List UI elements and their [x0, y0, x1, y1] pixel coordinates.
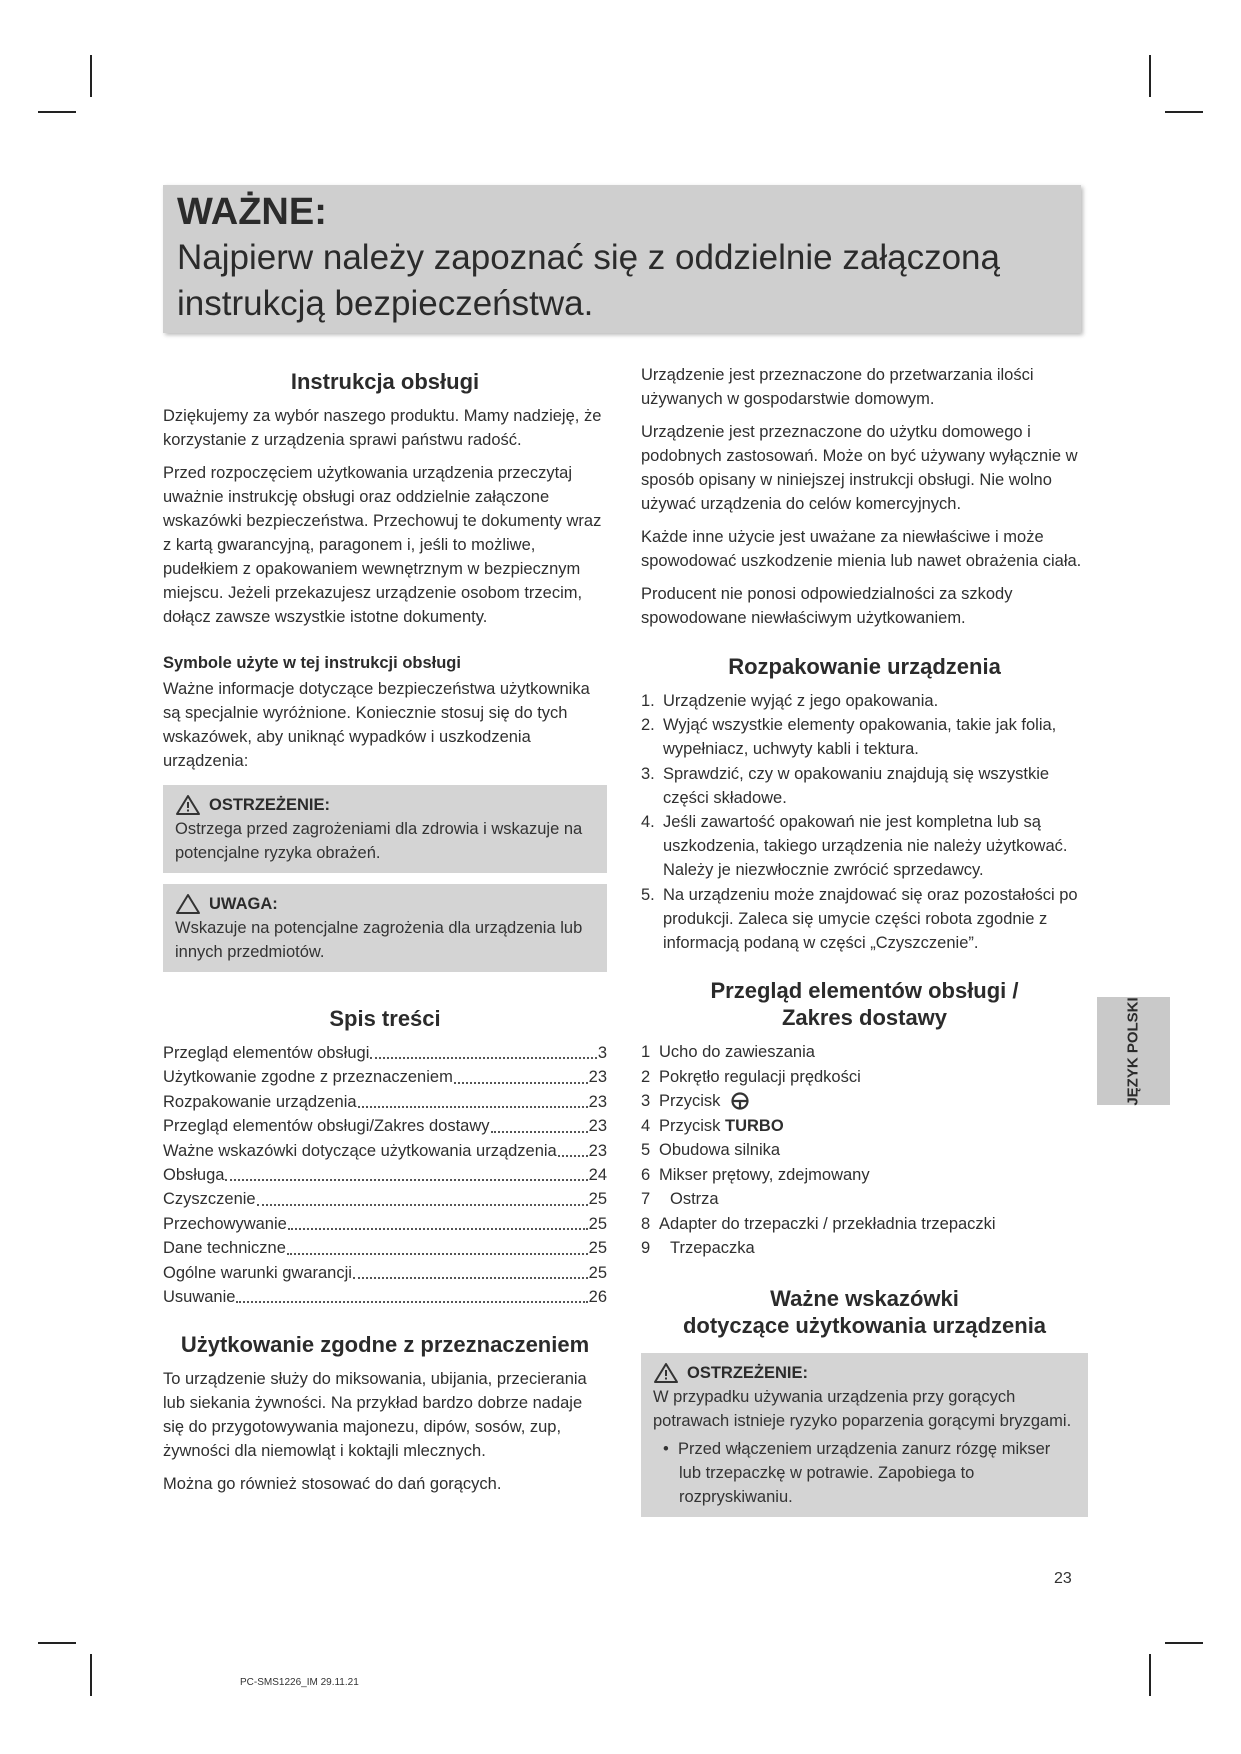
part-text: Przycisk: [659, 1092, 721, 1111]
toc-label: Rozpakowanie urządzenia: [163, 1092, 357, 1111]
symbols-text: Ważne informacje dotyczące bezpieczeństwa użytkownika są specjalnie wyróżnione. Koniecznie stosuj się do tych wskazówek, aby uniknąć wypadków i uszkodzenia urządzenia:: [163, 680, 590, 770]
parts-title-line1: Przegląd elementów obsługi /: [710, 978, 1019, 1004]
toc-dots: [358, 1090, 588, 1108]
toc-label: Przechowywanie: [163, 1214, 287, 1233]
step-text: Sprawdzić, czy w opakowaniu znajdują się wszystkie części składowe.: [663, 764, 1050, 807]
part-item: [641, 1040, 1088, 1065]
right-paragraph: Urządzenie jest przeznaczone do użytku domowego i podobnych zastosowań. Może on być używany wyłącznie w sposób opisany w niniejszej instrukcji obsługi. Nie wolno używać urządzenia do celów komercyjnych.: [641, 423, 1078, 513]
print-footer: PC-SMS1226_IM 29.11.21: [240, 1677, 359, 1688]
page-number: 23: [1054, 1570, 1072, 1587]
step-text: Jeśli zawartość opakowań nie jest kompletna lub są uszkodzenia, takiego urządzenia nie należy użytkować. Należy je niezwłocznie zwrócić sprzedawcy.: [663, 813, 1068, 880]
toc-dots: [370, 1041, 596, 1059]
part-text: Przycisk: [659, 1116, 721, 1135]
part-text: Ucho do zawieszania: [659, 1043, 815, 1062]
warning-triangle-icon: [653, 1362, 679, 1384]
part-text: Adapter do trzepaczki / przekładnia trzepaczki: [659, 1214, 996, 1233]
crop-mark: [38, 111, 76, 113]
toc-page: 25: [588, 1190, 607, 1209]
toc-page: 3: [597, 1044, 607, 1062]
step-text: Na urządzeniu może znajdować się oraz pozostałości po produkcji. Zaleca się umycie części robota zgodnie z informacją podaną w części „Czyszczenie”.: [663, 885, 1078, 953]
toc-dots: [558, 1139, 588, 1157]
important-banner: [163, 185, 1081, 333]
important-warning-title: OSTRZEŻENIE:: [687, 1363, 809, 1382]
part-number: 4: [641, 1116, 651, 1135]
crop-mark: [1149, 55, 1151, 97]
unpack-steps: [641, 689, 1088, 955]
part-number: 3: [641, 1092, 651, 1111]
warning-text: Ostrzega przed zagrożeniami dla zdrowia i wskazuje na potencjalne ryzyka obrażeń.: [175, 820, 583, 862]
toc-page: 25: [588, 1214, 607, 1233]
warning-box: [163, 785, 607, 873]
part-number: 8: [641, 1214, 651, 1233]
toc-row: [163, 1212, 607, 1236]
step-number: 2.: [641, 716, 655, 735]
toc-row: [163, 1114, 607, 1138]
part-text: Pokrętło regulacji prędkości: [659, 1067, 861, 1086]
toc-label: Ogólne warunki gwarancji: [163, 1263, 352, 1282]
banner-title: WAŻNE:: [177, 191, 327, 233]
language-side-tab: [1097, 997, 1170, 1105]
unpack-step: [641, 810, 1088, 883]
toc-page: 23: [588, 1092, 607, 1111]
language-label: JĘZYK POLSKI: [1125, 996, 1143, 1106]
part-item: [641, 1187, 1088, 1212]
table-of-contents: [163, 1041, 607, 1309]
right-column: [641, 368, 1088, 1528]
crop-mark: [38, 1642, 76, 1644]
crop-mark: [1165, 111, 1203, 113]
part-number: 2: [641, 1067, 651, 1086]
right-paragraph: Urządzenie jest przeznaczone do przetwarzania ilości używanych w gospodarstwie domowym.: [641, 366, 1034, 408]
toc-label: Obsługa: [163, 1166, 225, 1185]
crop-mark: [90, 55, 92, 97]
part-text: Mikser prętowy, zdejmowany: [659, 1165, 870, 1184]
toc-page: 23: [588, 1117, 607, 1136]
toc-page: 25: [588, 1263, 607, 1282]
toc-row: [163, 1261, 607, 1285]
power-button-icon: [730, 1089, 750, 1114]
intro-title: Instrukcja obsługi: [290, 369, 480, 394]
crop-mark: [90, 1654, 92, 1696]
toc-dots: [491, 1114, 588, 1132]
toc-label: Ważne wskazówki dotyczące użytkowania urządzenia: [163, 1141, 557, 1160]
symbols-title: Symbole użyte w tej instrukcji obsługi: [163, 654, 461, 672]
part-item: [641, 1163, 1088, 1188]
part-number: 9: [641, 1239, 651, 1258]
toc-label: Przegląd elementów obsługi/Zakres dostawy: [163, 1117, 490, 1136]
banner-text: Najpierw należy zapoznać się z oddzielnie załączoną instrukcją bezpieczeństwa.: [177, 238, 1000, 323]
right-paragraph: Producent nie ponosi odpowiedzialności za szkody spowodowane niewłaściwym użytkowaniem.: [641, 585, 1013, 627]
usage-paragraph: Można go również stosować do dań gorących.: [163, 1475, 502, 1494]
important-warning-text: W przypadku używania urządzenia przy gorących potrawach istnieje ryzyko poparzenia gorącymi bryzgami.: [653, 1387, 1072, 1430]
toc-row: [163, 1236, 607, 1260]
toc-page: 23: [588, 1141, 607, 1160]
part-item: [641, 1138, 1088, 1163]
toc-label: Dane techniczne: [163, 1239, 286, 1258]
caution-box: [163, 884, 607, 972]
warning-title: OSTRZEŻENIE:: [209, 796, 331, 814]
unpack-step: [641, 689, 1088, 713]
part-item: [641, 1236, 1088, 1261]
toc-dots: [225, 1163, 587, 1181]
turbo-label: TURBO: [725, 1116, 784, 1135]
step-number: 4.: [641, 813, 655, 832]
caution-title: UWAGA:: [209, 895, 278, 913]
unpack-step: [641, 713, 1088, 761]
step-text: Wyjąć wszystkie elementy opakowania, takie jak folia, wypełniacz, uchwyty kabli i tektura.: [663, 716, 1057, 759]
part-number: 5: [641, 1141, 651, 1160]
toc-label: Czyszczenie: [163, 1190, 256, 1209]
toc-dots: [353, 1261, 588, 1279]
crop-mark: [1149, 1654, 1151, 1696]
part-text: Trzepaczka: [670, 1239, 755, 1258]
part-text: Obudowa silnika: [659, 1141, 781, 1160]
toc-page: 23: [588, 1068, 607, 1087]
important-bullet: • Przed włączeniem urządzenia zanurz rózgę mikser lub trzepaczkę w potrawie. Zapobiega to rozpryskiwaniu.: [663, 1439, 1051, 1506]
part-item: [641, 1065, 1088, 1090]
part-number: 7: [641, 1190, 651, 1209]
step-number: 1.: [641, 692, 655, 710]
toc-dots: [236, 1285, 587, 1303]
toc-dots: [454, 1065, 588, 1083]
part-number: 6: [641, 1165, 651, 1184]
unpack-step: [641, 883, 1088, 956]
caution-text: Wskazuje na potencjalne zagrożenia dla urządzenia lub innych przedmiotów.: [175, 919, 583, 961]
part-text: Ostrza: [670, 1190, 719, 1209]
step-number: 5.: [641, 885, 655, 904]
unpack-title: Rozpakowanie urządzenia: [728, 654, 1001, 679]
usage-paragraph: To urządzenie służy do miksowania, ubijania, przecierania lub siekania żywności. Na przykład bardzo dobrze nadaje się do przygotowywania majonezu, dipów, sosów, zup, żywności dla niemowląt i koktajli mlecznych.: [163, 1370, 587, 1461]
toc-page: 25: [588, 1239, 607, 1258]
important-title-line1: Ważne wskazówki: [770, 1285, 959, 1311]
toc-dots: [257, 1187, 588, 1205]
important-warning-box: [641, 1353, 1088, 1517]
toc-title: Spis treści: [329, 1006, 441, 1031]
toc-page: 24: [588, 1166, 607, 1185]
step-text: Urządzenie wyjąć z jego opakowania.: [663, 692, 939, 710]
unpack-step: [641, 762, 1088, 810]
toc-row: [163, 1187, 607, 1211]
intro-paragraph: Dziękujemy za wybór naszego produktu. Mamy nadzieję, że korzystanie z urządzenia sprawi państwu radość.: [163, 407, 602, 449]
warning-triangle-icon: [175, 794, 201, 816]
toc-row: [163, 1041, 607, 1065]
caution-triangle-icon: [175, 893, 201, 915]
toc-row: [163, 1139, 607, 1163]
part-item: [641, 1089, 1088, 1114]
parts-title-line2: Zakres dostawy: [781, 1005, 948, 1031]
parts-list: [641, 1040, 1088, 1261]
toc-page: 26: [588, 1288, 607, 1307]
toc-label: Usuwanie: [163, 1288, 236, 1307]
toc-dots: [287, 1236, 588, 1254]
toc-dots: [288, 1212, 588, 1230]
step-number: 3.: [641, 764, 655, 783]
left-column: [163, 368, 607, 1505]
toc-row: [163, 1163, 607, 1187]
part-item: [641, 1114, 1088, 1139]
usage-title: Użytkowanie zgodne z przeznaczeniem: [180, 1332, 590, 1358]
part-item: [641, 1212, 1088, 1237]
toc-row: [163, 1090, 607, 1114]
toc-row: [163, 1285, 607, 1309]
part-number: 1: [641, 1043, 651, 1062]
toc-label: Użytkowanie zgodne z przeznaczeniem: [163, 1068, 453, 1087]
toc-row: [163, 1065, 607, 1089]
toc-label: Przegląd elementów obsługi: [163, 1044, 370, 1062]
important-title-line2: dotyczące użytkowania urządzenia: [682, 1312, 1047, 1338]
right-paragraph: Każde inne użycie jest uważane za niewłaściwe i może spowodować uszkodzenie mienia lub nawet obrażenia ciała.: [641, 528, 1082, 570]
crop-mark: [1165, 1642, 1203, 1644]
intro-paragraph: Przed rozpoczęciem użytkowania urządzenia przeczytaj uważnie instrukcję obsługi oraz oddzielnie załączone wskazówki bezpieczeństwa. Przechowuj te dokumenty wraz z kartą gwarancyjną, paragonem i, jeśli to możliwe, pudełkiem z opakowaniem wewnętrznym w bezpiecznym miejscu. Jeżeli przekazujesz urządzenie osobom trzecim, dołącz zawsze wszystkie istotne dokumenty.: [163, 464, 602, 626]
